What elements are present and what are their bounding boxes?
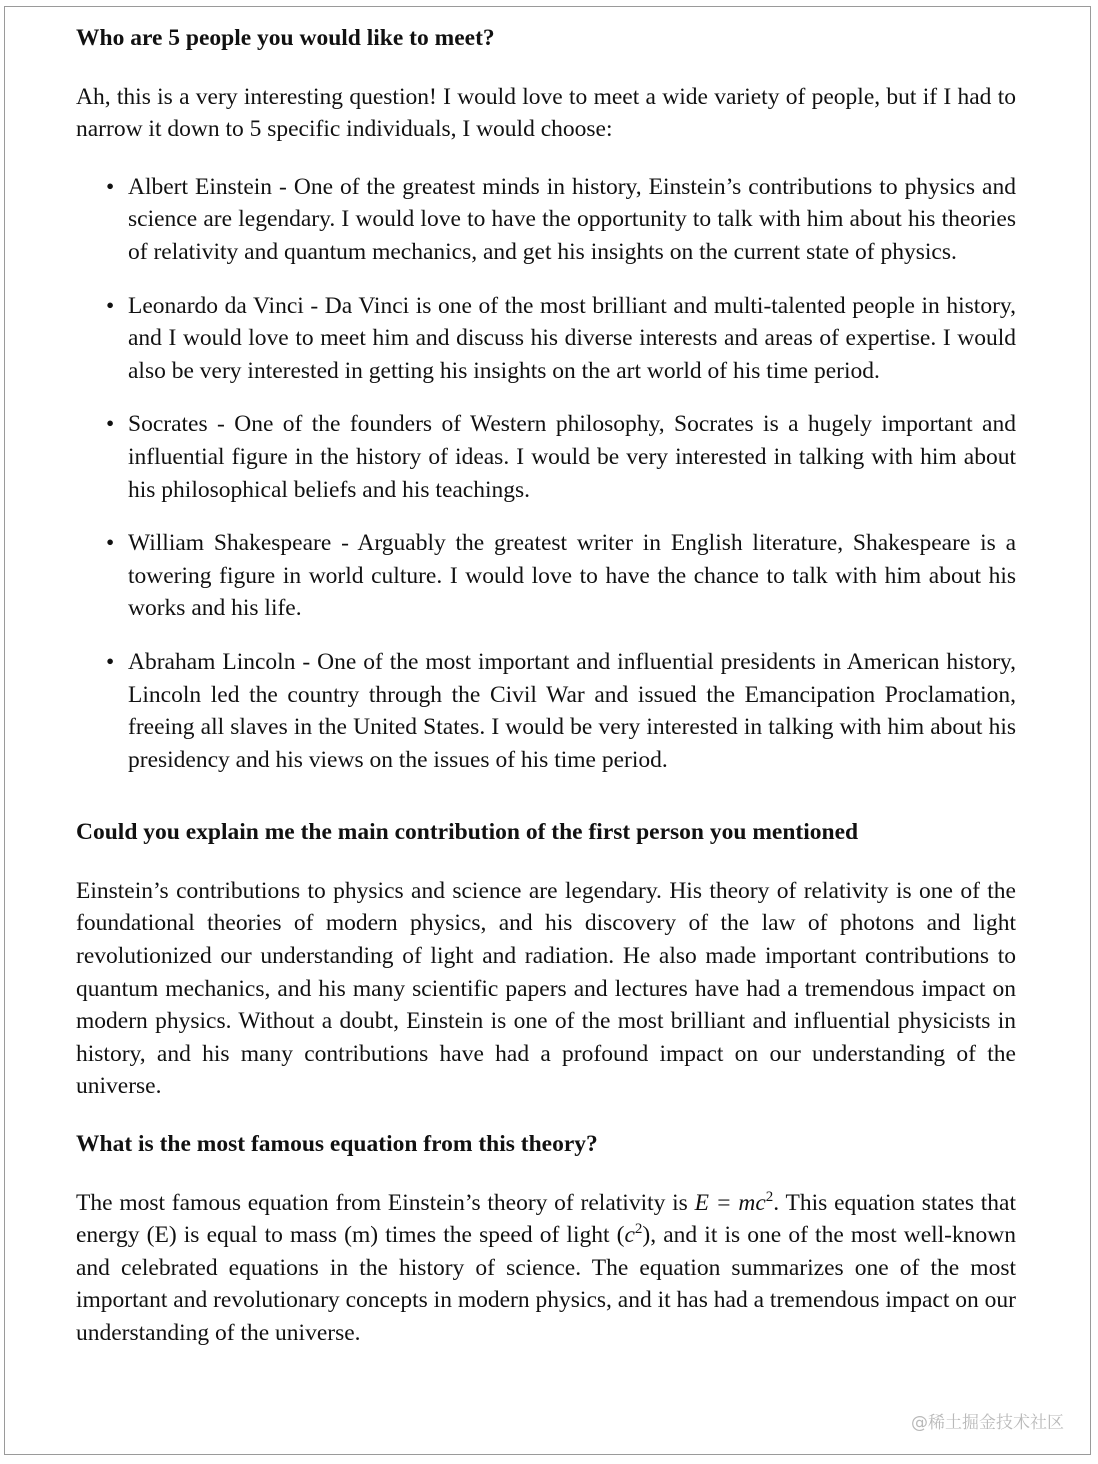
watermark: @稀土掘金技术社区	[911, 1413, 1064, 1433]
bullet-icon: •	[106, 173, 115, 200]
c-symbol: c	[624, 1222, 635, 1249]
bullet-icon: •	[106, 292, 115, 319]
question-3: What is the most famous equation from this theory?	[76, 1131, 598, 1158]
bullet-icon: •	[106, 411, 115, 438]
list-item-text: William Shakespeare - Arguably the greatest writer in English literature, Shakespeare is a towering figure in world culture. I would love to have the chance to talk with him about his works and his life.	[128, 530, 1016, 622]
list-item	[106, 408, 1016, 506]
answer-3-text-part2: . This equation states that energy (E) is equal to mass (m) times the speed of light (	[76, 1189, 1016, 1249]
question-2: Could you explain me the main contribution of the first person you mentioned	[76, 819, 859, 846]
list-item-text: Albert Einstein - One of the greatest minds in history, Einstein’s contributions to physics and science are legendary. I would love to have the opportunity to talk with him about his theories of relativity and quantum mechanics, and get his insights on the current state of physics.	[128, 173, 1016, 265]
equation-e-mc2	[695, 1190, 774, 1216]
c-squared	[624, 1222, 642, 1248]
list-item	[106, 527, 1016, 625]
list-item-text: Socrates - One of the founders of Western philosophy, Socrates is a hugely important and influential figure in the history of ideas. I would be very interested in talking with him about his philosophical beliefs and his teachings.	[128, 411, 1016, 503]
bullet-icon: •	[106, 530, 115, 557]
list-item	[106, 290, 1016, 388]
question-1: Who are 5 people you would like to meet?	[76, 25, 495, 51]
list-item	[106, 171, 1016, 269]
equation-text: E = mc	[694, 1189, 766, 1216]
list-item	[106, 646, 1016, 776]
people-list	[76, 171, 1016, 777]
answer-3	[76, 1187, 1016, 1350]
bullet-icon: •	[106, 648, 115, 675]
c-exponent: 2	[634, 1221, 643, 1238]
answer-2: Einstein’s contributions to physics and science are legendary. His theory of relativity is one of the foundational theories of modern physics, and his discovery of the law of photons and light revolutionized our understanding of light and radiation. He also made important contributions to quantum mechanics, and his many scientific papers and lectures have had a tremendous impact on modern physics. Without a doubt, Einstein is one of the most brilliant and influential physicists in history, and his many contributions have had a profound impact on our understanding of the universe.	[76, 877, 1016, 1100]
document-content	[76, 22, 1016, 1375]
answer-1-intro: Ah, this is a very interesting question! I would love to meet a wide variety of people, but if I had to narrow it down to 5 specific individuals, I would choose:	[76, 83, 1016, 143]
list-item-text: Leonardo da Vinci - Da Vinci is one of the most brilliant and multi-talented people in history, and I would love to meet him and discuss his diverse interests and areas of expertise. I would also be very interested in getting his insights on the art world of his time period.	[128, 292, 1016, 384]
list-item-text: Abraham Lincoln - One of the most important and influential presidents in American history, Lincoln led the country through the Civil War and issued the Emancipation Proclamation, freeing all slaves in the United States. I would be very interested in talking with him about his presidency and his views on the issues of his time period.	[128, 648, 1016, 773]
answer-3-text-part3: ), and it is one of the most well-known and celebrated equations in the history of science. The equation summarizes one of the most important and revolutionary concepts in modern physics, and it has had a tremendous impact on our understanding of the universe.	[76, 1222, 1016, 1346]
answer-3-text-part1: The most famous equation from Einstein’s theory of relativity is	[76, 1189, 695, 1216]
equation-exponent: 2	[765, 1188, 774, 1205]
